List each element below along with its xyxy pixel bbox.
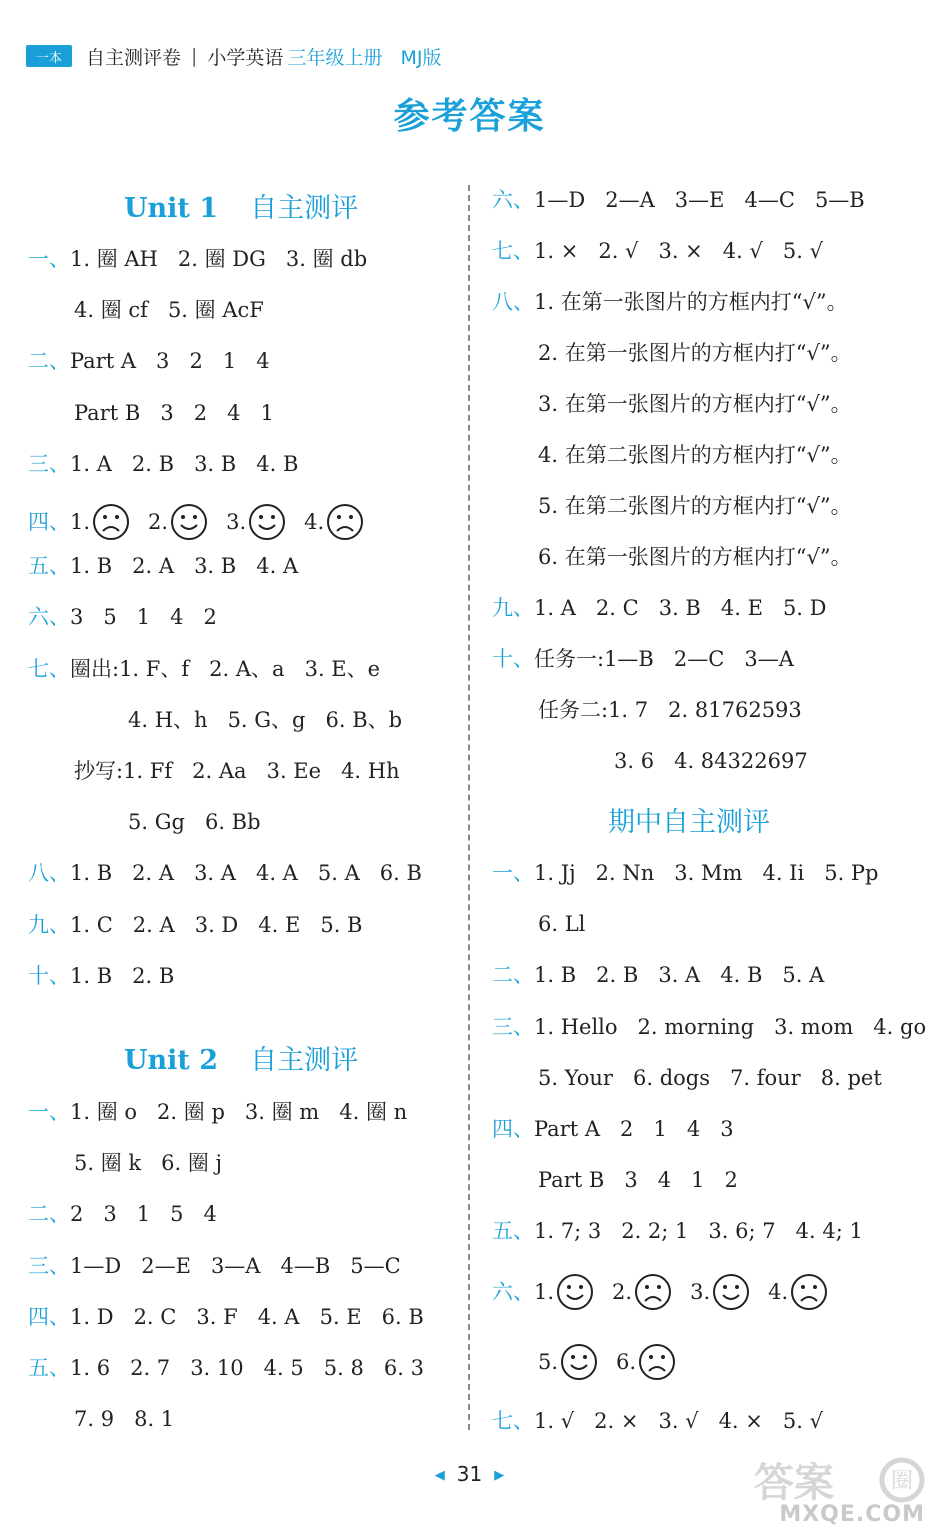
answer-text: Part B 3 4 1 2 (538, 1168, 738, 1193)
answer-text: 1—D 2—A 3—E 4—C 5—B (534, 188, 865, 212)
answer-line (128, 705, 402, 735)
section-label: 自主测评 (250, 193, 359, 224)
sad-face-icon (790, 1273, 828, 1311)
answer-line (492, 1114, 734, 1144)
answer-text: 6. Ll (538, 912, 586, 937)
answer-line (538, 389, 852, 419)
question-number: 六、 (28, 605, 70, 630)
answer-text: 1. B 2. B (70, 963, 175, 988)
answer-line (492, 593, 827, 623)
question-number: 五、 (492, 1219, 534, 1244)
face-number: 5. (538, 1350, 559, 1374)
answer-line (538, 440, 852, 470)
answer-line (74, 756, 400, 786)
happy-face-icon (712, 1273, 750, 1311)
answer-text: 1. 圈 AH 2. 圈 DG 3. 圈 db (70, 247, 368, 271)
answer-line (74, 398, 274, 428)
svg-text:答案: 答案 (754, 1460, 834, 1506)
answer-line (128, 807, 261, 837)
answer-text: 1. B 2. B 3. A 4. B 5. A (534, 963, 825, 988)
face-number: 3. (226, 510, 247, 534)
face-number: 1. (534, 1280, 555, 1304)
answer-line (492, 858, 879, 888)
question-number: 八、 (28, 861, 70, 886)
answer-text: Part A 2 1 4 3 (534, 1117, 734, 1141)
page-header (26, 40, 441, 72)
answer-line (614, 746, 808, 776)
sad-face-icon (638, 1343, 676, 1381)
answer-line (28, 1302, 424, 1332)
face-number: 2. (148, 510, 169, 534)
answer-line (28, 654, 380, 684)
question-number: 五、 (28, 554, 70, 579)
face-number: 4. (304, 510, 325, 534)
question-number: 一、 (492, 861, 534, 885)
question-number: 七、 (492, 239, 534, 263)
answer-line (28, 910, 363, 940)
sad-face-icon (92, 503, 130, 541)
answer-line (28, 449, 298, 479)
answer-text: 1—D 2—E 3—A 4—B 5—C (70, 1253, 401, 1278)
answer-text: 3. 6 4. 84322697 (614, 749, 808, 773)
answer-text: 5. 在第二张图片的方框内打“√”。 (538, 494, 852, 518)
answer-text: 任务一:1—B 2—C 3—A (534, 647, 794, 671)
question-number: 六、 (492, 1280, 534, 1304)
answer-text: 3. 在第一张图片的方框内打“√”。 (538, 392, 852, 416)
answer-text: 1. C 2. A 3. D 4. E 5. B (70, 912, 363, 937)
happy-face-icon (560, 1343, 598, 1381)
answer-line (74, 1404, 174, 1434)
answer-text: Part B 3 2 4 1 (74, 400, 274, 425)
face-number: 3. (690, 1280, 711, 1304)
answer-text: 1. A 2. C 3. B 4. E 5. D (534, 596, 827, 620)
sad-face-icon (634, 1273, 672, 1311)
happy-face-icon (248, 503, 286, 541)
question-number: 三、 (28, 451, 70, 476)
answer-text: 1. × 2. √ 3. × 4. √ 5. √ (534, 239, 823, 263)
question-number: 一、 (28, 1100, 70, 1124)
answer-text: 2 3 1 5 4 (70, 1202, 217, 1227)
answer-line (28, 551, 298, 581)
question-number: 九、 (28, 912, 70, 937)
column-divider (468, 185, 470, 1430)
answer-text: 4. H、h 5. G、g 6. B、b (128, 707, 403, 732)
question-number: 九、 (492, 596, 534, 620)
answer-text: 1. B 2. A 3. B 4. A (70, 554, 299, 579)
happy-face-icon (170, 503, 208, 541)
answer-text: 1. 圈 o 2. 圈 p 3. 圈 m 4. 圈 n (70, 1100, 408, 1124)
answer-line (492, 287, 848, 317)
question-number: 七、 (28, 656, 70, 681)
question-number: 五、 (28, 1356, 70, 1380)
answer-text: 1. √ 2. × 3. √ 4. × 5. √ (534, 1409, 823, 1433)
answer-text: 6. 在第一张图片的方框内打“√”。 (538, 545, 852, 569)
answer-text: 5. 圈 k 6. 圈 j (74, 1151, 223, 1176)
answer-line (492, 644, 794, 674)
answer-line (492, 236, 823, 266)
answer-line (28, 961, 174, 991)
answer-text: 抄写:1. Ff 2. Aa 3. Ee 4. Hh (74, 759, 400, 783)
answer-text: 任务二:1. 7 2. 81762593 (538, 698, 802, 722)
next-page-icon: ▶ (494, 1468, 505, 1483)
grade-name: 三年级上册 (287, 46, 383, 69)
question-number: 一、 (28, 247, 70, 271)
watermark-text: MXQE.COM (779, 1502, 925, 1527)
answer-text: 5. Gg 6. Bb (128, 810, 261, 835)
section-label: 自主测评 (250, 1045, 359, 1076)
page-number-value: 31 (456, 1462, 483, 1486)
answer-text: 圈出:1. F、f 2. A、a 3. E、e (70, 656, 381, 681)
question-number: 十、 (28, 963, 70, 988)
sad-face-icon (326, 503, 364, 541)
section-title (124, 1038, 358, 1077)
question-number: 十、 (492, 647, 534, 671)
question-number: 二、 (492, 963, 534, 988)
answer-line (28, 346, 270, 376)
header-separator: | (191, 45, 198, 67)
answer-text: 1. A 2. B 3. B 4. B (70, 451, 299, 476)
answer-line (538, 542, 852, 572)
prev-page-icon: ◀ (434, 1468, 445, 1483)
page-title: 参考答案 (393, 96, 546, 137)
answer-line (492, 1406, 823, 1436)
answer-line (492, 185, 865, 215)
question-number: 七、 (492, 1409, 534, 1433)
series-name: 自主测评卷 (86, 46, 182, 69)
svg-text:圈: 圈 (891, 1469, 914, 1494)
answer-line (492, 1270, 832, 1314)
answer-line (28, 1353, 424, 1383)
answer-text: 1. B 2. A 3. A 4. A 5. A 6. B (70, 861, 422, 886)
question-number: 三、 (492, 1014, 534, 1039)
happy-face-icon (556, 1273, 594, 1311)
answer-line (538, 695, 802, 725)
answer-text: 5. Your 6. dogs 7. four 8. pet (538, 1065, 882, 1090)
face-number: 6. (616, 1350, 637, 1374)
unit-label: Unit 1 (124, 193, 219, 224)
subject-name: 小学英语 (207, 46, 284, 69)
answer-text: 3 5 1 4 2 (70, 605, 217, 630)
question-number: 四、 (28, 1304, 70, 1329)
answer-line (538, 1165, 738, 1195)
answer-text: 1. 7; 3 2. 2; 1 3. 6; 7 4. 4; 1 (534, 1219, 863, 1244)
section-title: 期中自主测评 (608, 807, 770, 838)
answer-text: 1. 在第一张图片的方框内打“√”。 (534, 290, 848, 314)
face-number: 1. (70, 510, 91, 534)
unit-label: Unit 2 (124, 1045, 219, 1076)
question-number: 二、 (28, 349, 70, 374)
answer-line (492, 960, 824, 990)
answer-line (538, 909, 585, 939)
answer-text: 1. Hello 2. morning 3. mom 4. go (534, 1014, 927, 1039)
brand-logo: 一本 (26, 45, 72, 67)
question-number: 三、 (28, 1253, 70, 1278)
answer-text: 2. 在第一张图片的方框内打“√”。 (538, 341, 852, 365)
answer-text: 4. 在第二张图片的方框内打“√”。 (538, 443, 852, 467)
edition-name: MJ版 (400, 46, 442, 69)
answer-text: Part A 3 2 1 4 (70, 349, 270, 374)
answer-line (538, 1340, 680, 1384)
answer-text: 1. D 2. C 3. F 4. A 5. E 6. B (70, 1304, 424, 1329)
answer-text: 1. Jj 2. Nn 3. Mm 4. Ii 5. Pp (534, 861, 879, 885)
answer-line (538, 491, 852, 521)
answer-line (28, 244, 367, 274)
answer-line (538, 338, 852, 368)
question-number: 八、 (492, 290, 534, 314)
answer-line (492, 1216, 863, 1246)
answer-line (28, 1097, 407, 1127)
question-number: 二、 (28, 1202, 70, 1227)
face-number: 4. (768, 1280, 789, 1304)
question-number: 六、 (492, 188, 534, 212)
answer-text: 1. 6 2. 7 3. 10 4. 5 5. 8 6. 3 (70, 1356, 424, 1380)
answer-line (28, 858, 422, 888)
answer-line (74, 295, 264, 325)
answer-line (28, 500, 368, 544)
answer-line (28, 1251, 401, 1281)
answer-line (74, 1148, 222, 1178)
answer-text: 7. 9 8. 1 (74, 1407, 175, 1432)
answer-line (538, 1063, 882, 1093)
face-number: 2. (612, 1280, 633, 1304)
question-number: 四、 (28, 510, 70, 534)
section-title (124, 186, 358, 225)
answer-text: 4. 圈 cf 5. 圈 AcF (74, 298, 264, 323)
answer-line (28, 602, 217, 632)
question-number: 四、 (492, 1117, 534, 1141)
answer-line (28, 1199, 217, 1229)
answer-line (492, 1012, 926, 1042)
